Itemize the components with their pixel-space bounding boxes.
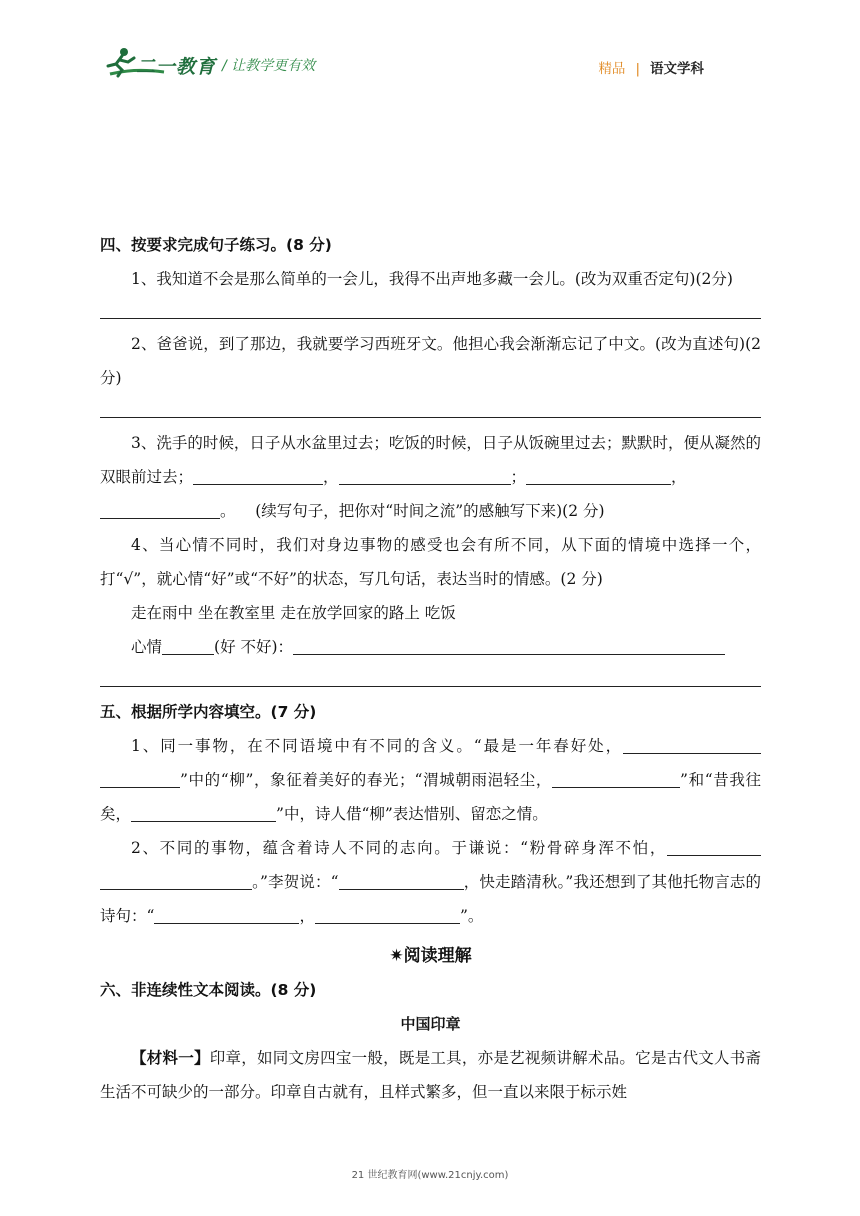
tag-premium: 精品 xyxy=(598,61,626,77)
s4-q3-cont xyxy=(100,494,761,528)
s4-q3-note: (续写句子，把你对“时间之流”的感触写下来)(2 分) xyxy=(255,502,605,520)
s4-q1: 1、我知道不会是那么简单的一会儿，我得不出声地多藏一会儿。(改为双重否定句)(2分) xyxy=(131,270,733,288)
page-footer: 21 世纪教育网(www.21cnjy.com) xyxy=(351,1170,509,1181)
blank[interactable] xyxy=(552,769,680,788)
mood-blank[interactable] xyxy=(162,636,214,655)
punct: ， xyxy=(323,468,339,486)
material-text: 印章，如同文房四宝一般，既是工具，亦是艺视频讲解术品。它是古代文人书斋生活不可缺少的一部分。印章自古就有，且样式繁多，但一直以来限于标示姓 xyxy=(100,1049,761,1101)
punct: ， xyxy=(671,468,687,486)
reading-heading: ✷阅读理解 xyxy=(389,946,472,966)
logo-text: 二一教育 xyxy=(136,56,217,78)
blank[interactable] xyxy=(315,905,460,924)
header-tags xyxy=(598,57,704,77)
punct: ”。 xyxy=(459,907,484,925)
punct: 。 xyxy=(220,502,236,520)
tag-subject: 语文学科 xyxy=(650,61,704,77)
punct: ， xyxy=(299,907,315,925)
s5-q2-text: 。”李贺说：“ xyxy=(252,873,339,891)
s4-q3 xyxy=(100,426,761,494)
s5-q1-text: ”中，诗人借“柳”表达惜别、留恋之情。 xyxy=(276,805,548,823)
material-1 xyxy=(100,1041,761,1109)
blank[interactable] xyxy=(339,466,511,485)
s4-q3-text: 3、洗手的时候，日子从水盆里过去；吃饭的时候，日子从饭碗里过去；默默时，便从凝然的双眼前过去； xyxy=(100,434,761,486)
s5-q1 xyxy=(100,729,761,831)
s5-q2 xyxy=(100,831,761,933)
blank[interactable] xyxy=(667,837,761,856)
section5-title: 五、根据所学内容填空。(7 分) xyxy=(100,703,317,721)
page-header xyxy=(0,0,860,110)
slogan: / 让教学更有效 xyxy=(222,58,316,74)
s4-q4: 4、当心情不同时，我们对身边事物的感受也会有所不同，从下面的情境中选择一个，打“√”，就心情“好”或“不好”的状态，写几句话，表达当时的情感。(2 分) xyxy=(100,536,761,588)
answer-line[interactable] xyxy=(100,296,761,319)
blank[interactable] xyxy=(100,871,252,890)
section6-title: 六、非连续性文本阅读。(8 分) xyxy=(100,981,317,999)
blank[interactable] xyxy=(100,500,220,519)
blank[interactable] xyxy=(154,905,299,924)
blank[interactable] xyxy=(100,769,180,788)
s4-q4-options: 走在雨中 坐在教室里 走在放学回家的路上 吃饭 xyxy=(131,604,456,622)
answer-line[interactable] xyxy=(100,664,761,687)
s5-q1-text: ”中的“柳”，象征着美好的春光；“渭城朝雨浥轻尘， xyxy=(180,771,553,789)
blank[interactable] xyxy=(526,466,671,485)
blank[interactable] xyxy=(623,735,761,754)
s5-q2-text: ，快走踏清秋。”我还想到了其他托物言志的诗句：“ xyxy=(100,873,761,925)
blank[interactable] xyxy=(339,871,464,890)
tag-separator: | xyxy=(635,61,640,77)
blank[interactable] xyxy=(131,803,276,822)
blank[interactable] xyxy=(193,466,323,485)
article-title: 中国印章 xyxy=(400,1015,461,1033)
answer-line[interactable] xyxy=(100,395,761,418)
s4-q4-mood xyxy=(100,630,761,664)
blank[interactable] xyxy=(293,636,725,655)
s5-q2-text: 2、不同的事物，蕴含着诗人不同的志向。于谦说：“粉骨碎身浑不怕， xyxy=(131,839,667,857)
section4-title: 四、按要求完成句子练习。(8 分) xyxy=(100,236,332,254)
mood-label: 心情 xyxy=(131,638,163,656)
document-body xyxy=(100,228,761,1109)
mood-choice: (好 不好)： xyxy=(214,638,294,656)
s5-q1-text: ”和“昔我往矣， xyxy=(100,771,761,823)
punct: ； xyxy=(510,468,527,486)
s5-q1-text: 1、同一事物，在不同语境中有不同的含义。“最是一年春好处， xyxy=(131,737,623,755)
material-label: 【材料一】 xyxy=(131,1049,210,1067)
s4-q2: 2、爸爸说，到了那边，我就要学习西班牙文。他担心我会渐渐忘记了中文。(改为直述句)(2 分) xyxy=(100,335,761,387)
